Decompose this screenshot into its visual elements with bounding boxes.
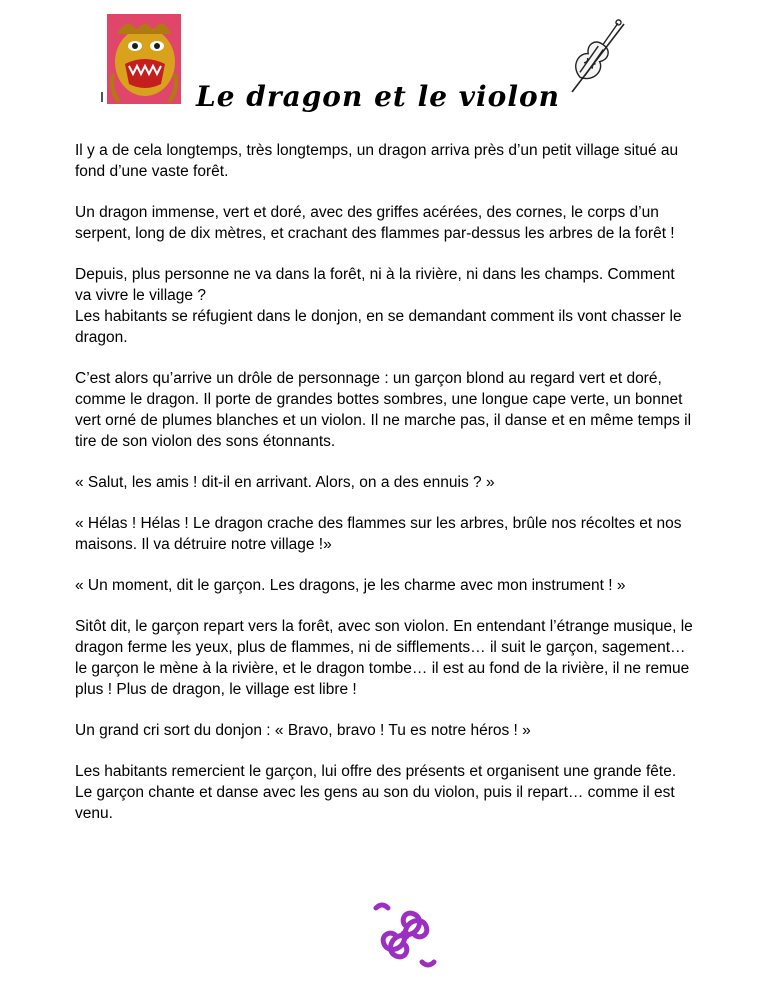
paragraph: « Hélas ! Hélas ! Le dragon crache des flammes sur les arbres, brûle nos récoltes et nos maisons. Il va détruire notre village !» [75, 515, 682, 553]
story-text [75, 140, 695, 844]
purple-swirl-ornament-icon [368, 898, 442, 972]
paragraph: Les habitants se réfugient dans le donjon, en se demandant comment ils vont chasser le dragon. [75, 308, 682, 346]
paragraph: Un grand cri sort du donjon : « Bravo, bravo ! Tu es notre héros ! » [75, 722, 531, 739]
violin-icon [560, 12, 630, 100]
paragraph: « Salut, les amis ! dit-il en arrivant. Alors, on a des ennuis ? » [75, 474, 495, 491]
paragraph: Les habitants remercient le garçon, lui offre des présents et organisent une grande fête. Le garçon chante et danse avec les gens au son du violon, puis il repart… comme il est venu. [75, 763, 677, 822]
paragraph: C’est alors qu’arrive un drôle de personnage : un garçon blond au regard vert et doré, comme le dragon. Il porte de grandes bottes sombres, une longue cape verte, un bonnet vert orné de plumes blanches et un violon. Il ne marche pas, il danse et en même temps il tire de son violon des sons étonnants. [75, 370, 692, 450]
paragraph: Sitôt dit, le garçon repart vers la forêt, avec son violon. En entendant l’étrange musique, le dragon ferme les yeux, plus de flammes, ni de sifflements… il suit le garçon, sagement… le garçon le mène à la rivière, et le dragon tombe… il est au fond de la rivière, il ne remue plus ! Plus de dragon, le village est libre ! [75, 618, 693, 698]
text-cursor-mark [101, 92, 103, 102]
page-title: Le dragon et le violon [196, 80, 561, 113]
paragraph: « Un moment, dit le garçon. Les dragons, je les charme avec mon instrument ! » [75, 577, 626, 594]
dragon-head-icon [107, 14, 181, 104]
paragraph: Il y a de cela longtemps, très longtemps, un dragon arriva près d’un petit village situé au fond d’une vaste forêt. [75, 142, 679, 180]
paragraph: Un dragon immense, vert et doré, avec des griffes acérées, des cornes, le corps d’un serpent, long de dix mètres, et crachant des flammes par-dessus les arbres de la forêt ! [75, 204, 675, 242]
paragraph: Depuis, plus personne ne va dans la forêt, ni à la rivière, ni dans les champs. Comment va vivre le village ? [75, 266, 675, 304]
